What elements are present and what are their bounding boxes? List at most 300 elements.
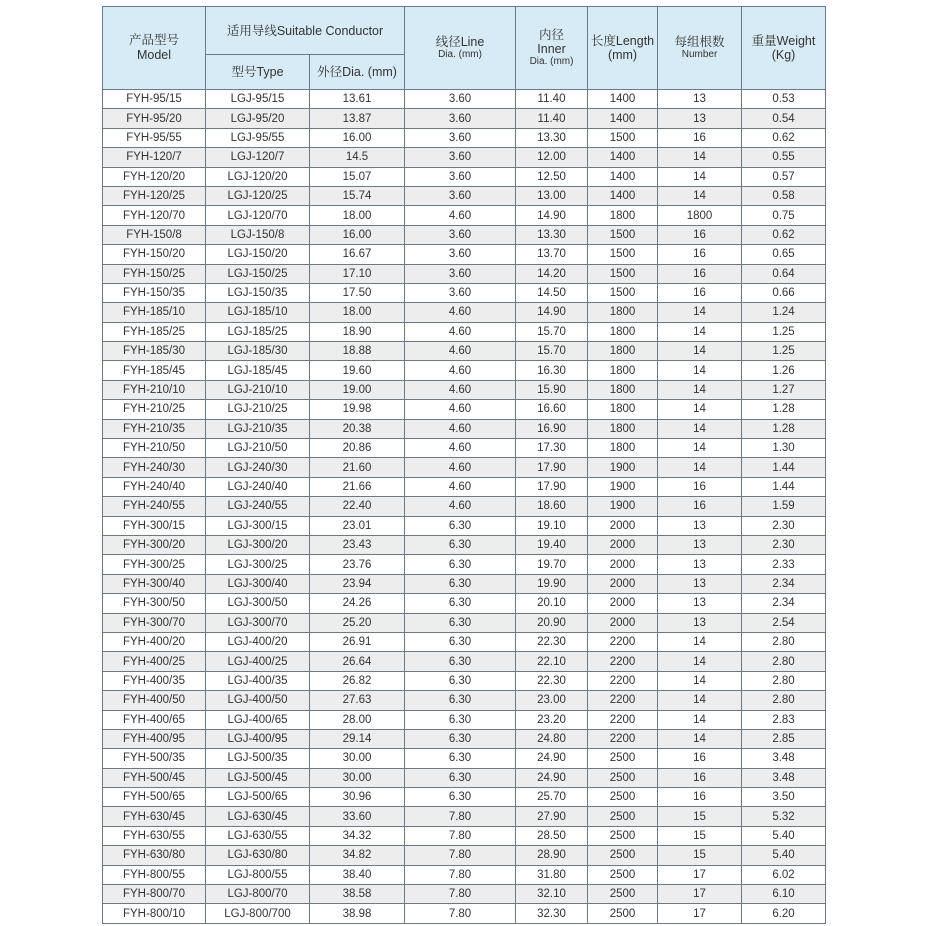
cell-weight: 1.44 [742, 458, 826, 477]
table-row [103, 594, 826, 613]
table-row [103, 885, 826, 904]
cell-weight: 2.34 [742, 594, 826, 613]
cell-line-dia: 7.80 [405, 826, 516, 845]
header-length [588, 7, 658, 90]
cell-type: LGJ-500/65 [206, 788, 310, 807]
cell-model: FYH-300/20 [103, 535, 206, 554]
cell-length: 1800 [588, 419, 658, 438]
cell-number: 14 [658, 342, 742, 361]
cell-number: 14 [658, 186, 742, 205]
cell-outer-dia: 18.90 [310, 322, 405, 341]
cell-type: LGJ-95/15 [206, 90, 310, 109]
cell-length: 2500 [588, 904, 658, 923]
cell-outer-dia: 38.40 [310, 865, 405, 884]
cell-length: 2200 [588, 710, 658, 729]
table-row [103, 109, 826, 128]
table-row [103, 167, 826, 186]
cell-inner-dia: 14.90 [516, 303, 588, 322]
cell-number: 17 [658, 865, 742, 884]
cell-inner-dia: 17.90 [516, 477, 588, 496]
cell-inner-dia: 17.30 [516, 439, 588, 458]
cell-type: LGJ-210/25 [206, 400, 310, 419]
cell-inner-dia: 14.90 [516, 206, 588, 225]
cell-weight: 1.28 [742, 400, 826, 419]
cell-line-dia: 6.30 [405, 671, 516, 690]
cell-inner-dia: 19.40 [516, 535, 588, 554]
cell-model: FYH-400/20 [103, 632, 206, 651]
cell-length: 2200 [588, 652, 658, 671]
cell-number: 17 [658, 885, 742, 904]
cell-number: 13 [658, 90, 742, 109]
cell-length: 2200 [588, 729, 658, 748]
cell-line-dia: 6.30 [405, 691, 516, 710]
cell-type: LGJ-210/35 [206, 419, 310, 438]
cell-type: LGJ-300/25 [206, 555, 310, 574]
cell-number: 13 [658, 594, 742, 613]
cell-weight: 2.83 [742, 710, 826, 729]
cell-weight: 0.64 [742, 264, 826, 283]
cell-length: 2000 [588, 594, 658, 613]
cell-length: 1900 [588, 477, 658, 496]
cell-line-dia: 6.30 [405, 613, 516, 632]
cell-outer-dia: 21.66 [310, 477, 405, 496]
table-row [103, 652, 826, 671]
table-row [103, 400, 826, 419]
cell-inner-dia: 20.90 [516, 613, 588, 632]
cell-number: 13 [658, 613, 742, 632]
cell-line-dia: 4.60 [405, 322, 516, 341]
cell-length: 1800 [588, 361, 658, 380]
cell-outer-dia: 15.74 [310, 186, 405, 205]
cell-length: 1900 [588, 497, 658, 516]
cell-number: 14 [658, 710, 742, 729]
cell-type: LGJ-400/25 [206, 652, 310, 671]
cell-outer-dia: 24.26 [310, 594, 405, 613]
cell-length: 1500 [588, 283, 658, 302]
cell-type: LGJ-210/50 [206, 439, 310, 458]
cell-weight: 2.80 [742, 691, 826, 710]
table-row [103, 303, 826, 322]
cell-number: 14 [658, 458, 742, 477]
cell-type: LGJ-120/70 [206, 206, 310, 225]
table-row [103, 419, 826, 438]
cell-inner-dia: 13.00 [516, 186, 588, 205]
cell-model: FYH-210/10 [103, 380, 206, 399]
cell-weight: 2.80 [742, 652, 826, 671]
cell-outer-dia: 20.38 [310, 419, 405, 438]
cell-model: FYH-185/10 [103, 303, 206, 322]
cell-line-dia: 6.30 [405, 729, 516, 748]
header-conductor-group [206, 7, 405, 55]
cell-outer-dia: 20.86 [310, 439, 405, 458]
cell-type: LGJ-800/700 [206, 904, 310, 923]
table-row [103, 206, 826, 225]
cell-model: FYH-400/65 [103, 710, 206, 729]
cell-model: FYH-210/25 [103, 400, 206, 419]
cell-weight: 2.54 [742, 613, 826, 632]
cell-type: LGJ-300/40 [206, 574, 310, 593]
header-number-cn: 每组根数 [674, 35, 725, 49]
header-model [103, 7, 206, 90]
cell-line-dia: 6.30 [405, 516, 516, 535]
cell-weight: 0.55 [742, 148, 826, 167]
table-row [103, 788, 826, 807]
cell-weight: 0.62 [742, 128, 826, 147]
cell-type: LGJ-300/20 [206, 535, 310, 554]
cell-number: 14 [658, 148, 742, 167]
header-type-label: 型号Type [231, 65, 284, 79]
table-row [103, 710, 826, 729]
cell-length: 1800 [588, 322, 658, 341]
cell-number: 16 [658, 245, 742, 264]
cell-weight: 3.48 [742, 749, 826, 768]
cell-model: FYH-400/50 [103, 691, 206, 710]
cell-inner-dia: 12.50 [516, 167, 588, 186]
cell-line-dia: 4.60 [405, 206, 516, 225]
cell-inner-dia: 24.80 [516, 729, 588, 748]
table-row [103, 148, 826, 167]
table-row [103, 671, 826, 690]
cell-type: LGJ-150/8 [206, 225, 310, 244]
cell-weight: 0.66 [742, 283, 826, 302]
cell-number: 13 [658, 535, 742, 554]
cell-number: 13 [658, 555, 742, 574]
cell-weight: 6.10 [742, 885, 826, 904]
cell-length: 2500 [588, 865, 658, 884]
cell-inner-dia: 18.60 [516, 497, 588, 516]
cell-weight: 2.33 [742, 555, 826, 574]
table-row [103, 846, 826, 865]
cell-inner-dia: 22.10 [516, 652, 588, 671]
cell-length: 2500 [588, 788, 658, 807]
cell-line-dia: 6.30 [405, 574, 516, 593]
cell-inner-dia: 17.90 [516, 458, 588, 477]
cell-line-dia: 4.60 [405, 439, 516, 458]
cell-line-dia: 3.60 [405, 225, 516, 244]
cell-length: 2000 [588, 613, 658, 632]
table-row [103, 497, 826, 516]
table-row [103, 361, 826, 380]
cell-weight: 1.59 [742, 497, 826, 516]
cell-number: 14 [658, 322, 742, 341]
cell-line-dia: 4.60 [405, 303, 516, 322]
cell-outer-dia: 18.00 [310, 206, 405, 225]
header-conductor-label: 适用导线Suitable Conductor [226, 23, 384, 38]
cell-length: 1400 [588, 148, 658, 167]
cell-type: LGJ-500/45 [206, 768, 310, 787]
cell-length: 2500 [588, 885, 658, 904]
cell-model: FYH-300/40 [103, 574, 206, 593]
cell-outer-dia: 13.61 [310, 90, 405, 109]
cell-length: 1500 [588, 128, 658, 147]
cell-line-dia: 3.60 [405, 245, 516, 264]
cell-line-dia: 6.30 [405, 788, 516, 807]
cell-inner-dia: 15.90 [516, 380, 588, 399]
cell-type: LGJ-500/35 [206, 749, 310, 768]
cell-outer-dia: 23.76 [310, 555, 405, 574]
cell-number: 14 [658, 439, 742, 458]
cell-inner-dia: 28.90 [516, 846, 588, 865]
cell-line-dia: 6.30 [405, 632, 516, 651]
cell-line-dia: 6.30 [405, 749, 516, 768]
cell-line-dia: 4.60 [405, 419, 516, 438]
cell-weight: 6.02 [742, 865, 826, 884]
cell-inner-dia: 16.30 [516, 361, 588, 380]
cell-model: FYH-150/8 [103, 225, 206, 244]
cell-weight: 5.32 [742, 807, 826, 826]
cell-length: 2500 [588, 846, 658, 865]
cell-weight: 2.80 [742, 632, 826, 651]
header-inner-unit: Dia. (mm) [529, 56, 574, 67]
cell-type: LGJ-400/50 [206, 691, 310, 710]
table-row [103, 729, 826, 748]
cell-weight: 2.85 [742, 729, 826, 748]
cell-model: FYH-95/55 [103, 128, 206, 147]
cell-line-dia: 7.80 [405, 885, 516, 904]
header-weight-unit: (Kg) [771, 48, 796, 62]
cell-number: 14 [658, 729, 742, 748]
cell-length: 1900 [588, 458, 658, 477]
cell-inner-dia: 22.30 [516, 671, 588, 690]
cell-length: 2500 [588, 807, 658, 826]
cell-line-dia: 6.30 [405, 594, 516, 613]
header-number [658, 7, 742, 90]
cell-length: 1500 [588, 264, 658, 283]
cell-number: 14 [658, 361, 742, 380]
cell-model: FYH-210/50 [103, 439, 206, 458]
header-line-cn: 线径Line [435, 35, 485, 49]
table-row [103, 283, 826, 302]
cell-length: 2500 [588, 749, 658, 768]
cell-model: FYH-800/70 [103, 885, 206, 904]
cell-outer-dia: 26.64 [310, 652, 405, 671]
spec-table [102, 6, 826, 924]
cell-weight: 0.75 [742, 206, 826, 225]
cell-number: 16 [658, 264, 742, 283]
cell-outer-dia: 19.98 [310, 400, 405, 419]
cell-line-dia: 4.60 [405, 497, 516, 516]
cell-model: FYH-120/25 [103, 186, 206, 205]
cell-line-dia: 6.30 [405, 555, 516, 574]
cell-model: FYH-300/15 [103, 516, 206, 535]
table-row [103, 807, 826, 826]
cell-weight: 0.58 [742, 186, 826, 205]
cell-weight: 0.65 [742, 245, 826, 264]
cell-type: LGJ-300/15 [206, 516, 310, 535]
cell-length: 2200 [588, 671, 658, 690]
cell-inner-dia: 19.70 [516, 555, 588, 574]
cell-line-dia: 3.60 [405, 90, 516, 109]
table-row [103, 380, 826, 399]
cell-type: LGJ-400/35 [206, 671, 310, 690]
cell-type: LGJ-185/25 [206, 322, 310, 341]
cell-outer-dia: 29.14 [310, 729, 405, 748]
cell-type: LGJ-400/20 [206, 632, 310, 651]
table-row [103, 439, 826, 458]
cell-weight: 1.25 [742, 322, 826, 341]
cell-inner-dia: 13.30 [516, 225, 588, 244]
cell-inner-dia: 14.20 [516, 264, 588, 283]
cell-model: FYH-500/65 [103, 788, 206, 807]
cell-model: FYH-630/80 [103, 846, 206, 865]
header-outer-dia-label: 外径Dia. (mm) [317, 65, 397, 79]
cell-model: FYH-300/25 [103, 555, 206, 574]
cell-number: 16 [658, 768, 742, 787]
cell-outer-dia: 26.82 [310, 671, 405, 690]
cell-outer-dia: 19.00 [310, 380, 405, 399]
cell-inner-dia: 25.70 [516, 788, 588, 807]
cell-inner-dia: 24.90 [516, 768, 588, 787]
cell-number: 1800 [658, 206, 742, 225]
cell-type: LGJ-240/55 [206, 497, 310, 516]
cell-weight: 1.24 [742, 303, 826, 322]
cell-number: 13 [658, 574, 742, 593]
table-row [103, 186, 826, 205]
cell-length: 1800 [588, 380, 658, 399]
cell-outer-dia: 34.82 [310, 846, 405, 865]
cell-type: LGJ-120/20 [206, 167, 310, 186]
cell-line-dia: 4.60 [405, 342, 516, 361]
cell-inner-dia: 22.30 [516, 632, 588, 651]
cell-outer-dia: 14.5 [310, 148, 405, 167]
cell-line-dia: 4.60 [405, 477, 516, 496]
cell-line-dia: 3.60 [405, 109, 516, 128]
cell-type: LGJ-150/35 [206, 283, 310, 302]
cell-outer-dia: 30.96 [310, 788, 405, 807]
cell-length: 2000 [588, 535, 658, 554]
cell-weight: 5.40 [742, 846, 826, 865]
cell-type: LGJ-400/65 [206, 710, 310, 729]
table-row [103, 632, 826, 651]
cell-outer-dia: 26.91 [310, 632, 405, 651]
cell-type: LGJ-630/80 [206, 846, 310, 865]
cell-line-dia: 3.60 [405, 283, 516, 302]
cell-weight: 6.20 [742, 904, 826, 923]
cell-model: FYH-800/10 [103, 904, 206, 923]
cell-weight: 0.53 [742, 90, 826, 109]
cell-type: LGJ-185/30 [206, 342, 310, 361]
cell-outer-dia: 16.00 [310, 128, 405, 147]
cell-length: 2000 [588, 574, 658, 593]
cell-model: FYH-500/35 [103, 749, 206, 768]
cell-inner-dia: 16.60 [516, 400, 588, 419]
cell-line-dia: 3.60 [405, 186, 516, 205]
cell-weight: 3.48 [742, 768, 826, 787]
cell-model: FYH-400/35 [103, 671, 206, 690]
cell-outer-dia: 38.58 [310, 885, 405, 904]
table-row [103, 535, 826, 554]
cell-number: 14 [658, 400, 742, 419]
cell-model: FYH-500/45 [103, 768, 206, 787]
cell-model: FYH-95/20 [103, 109, 206, 128]
cell-outer-dia: 38.98 [310, 904, 405, 923]
cell-type: LGJ-240/40 [206, 477, 310, 496]
cell-length: 1800 [588, 206, 658, 225]
cell-outer-dia: 23.94 [310, 574, 405, 593]
cell-line-dia: 4.60 [405, 361, 516, 380]
cell-model: FYH-150/35 [103, 283, 206, 302]
cell-length: 2500 [588, 768, 658, 787]
table-row [103, 865, 826, 884]
cell-model: FYH-185/45 [103, 361, 206, 380]
cell-model: FYH-185/25 [103, 322, 206, 341]
cell-number: 16 [658, 497, 742, 516]
header-weight [742, 7, 826, 90]
cell-inner-dia: 11.40 [516, 109, 588, 128]
cell-number: 15 [658, 807, 742, 826]
cell-number: 15 [658, 826, 742, 845]
header-length-cn: 长度Length [590, 34, 655, 48]
cell-outer-dia: 19.60 [310, 361, 405, 380]
cell-outer-dia: 23.43 [310, 535, 405, 554]
cell-weight: 2.30 [742, 535, 826, 554]
cell-model: FYH-400/95 [103, 729, 206, 748]
cell-model: FYH-185/30 [103, 342, 206, 361]
cell-type: LGJ-185/10 [206, 303, 310, 322]
cell-type: LGJ-800/70 [206, 885, 310, 904]
table-row [103, 342, 826, 361]
table-row [103, 458, 826, 477]
table-row [103, 691, 826, 710]
cell-outer-dia: 18.00 [310, 303, 405, 322]
cell-type: LGJ-150/25 [206, 264, 310, 283]
cell-type: LGJ-300/50 [206, 594, 310, 613]
header-number-en: Number [681, 49, 718, 60]
cell-weight: 2.34 [742, 574, 826, 593]
cell-number: 14 [658, 691, 742, 710]
cell-inner-dia: 28.50 [516, 826, 588, 845]
cell-line-dia: 4.60 [405, 380, 516, 399]
table-body [103, 90, 826, 924]
cell-length: 1800 [588, 342, 658, 361]
cell-length: 1400 [588, 90, 658, 109]
cell-line-dia: 3.60 [405, 167, 516, 186]
cell-outer-dia: 18.88 [310, 342, 405, 361]
cell-model: FYH-630/55 [103, 826, 206, 845]
header-outer-dia [310, 55, 405, 90]
cell-inner-dia: 23.00 [516, 691, 588, 710]
cell-weight: 5.40 [742, 826, 826, 845]
header-line-en: Dia. (mm) [438, 49, 482, 60]
cell-number: 14 [658, 671, 742, 690]
cell-model: FYH-240/55 [103, 497, 206, 516]
cell-model: FYH-400/25 [103, 652, 206, 671]
cell-model: FYH-150/20 [103, 245, 206, 264]
cell-outer-dia: 23.01 [310, 516, 405, 535]
table-row [103, 245, 826, 264]
table-row [103, 555, 826, 574]
table-header [103, 7, 826, 90]
cell-weight: 1.26 [742, 361, 826, 380]
cell-inner-dia: 20.10 [516, 594, 588, 613]
header-line-dia [405, 7, 516, 90]
table-row [103, 264, 826, 283]
cell-length: 1500 [588, 245, 658, 264]
cell-weight: 1.30 [742, 439, 826, 458]
header-weight-cn: 重量Weight [751, 34, 816, 48]
cell-inner-dia: 16.90 [516, 419, 588, 438]
cell-weight: 2.80 [742, 671, 826, 690]
cell-line-dia: 6.30 [405, 768, 516, 787]
cell-model: FYH-210/35 [103, 419, 206, 438]
cell-line-dia: 4.60 [405, 458, 516, 477]
cell-type: LGJ-630/45 [206, 807, 310, 826]
cell-model: FYH-120/70 [103, 206, 206, 225]
table-row [103, 128, 826, 147]
cell-outer-dia: 30.00 [310, 768, 405, 787]
cell-inner-dia: 14.50 [516, 283, 588, 302]
cell-length: 2200 [588, 632, 658, 651]
